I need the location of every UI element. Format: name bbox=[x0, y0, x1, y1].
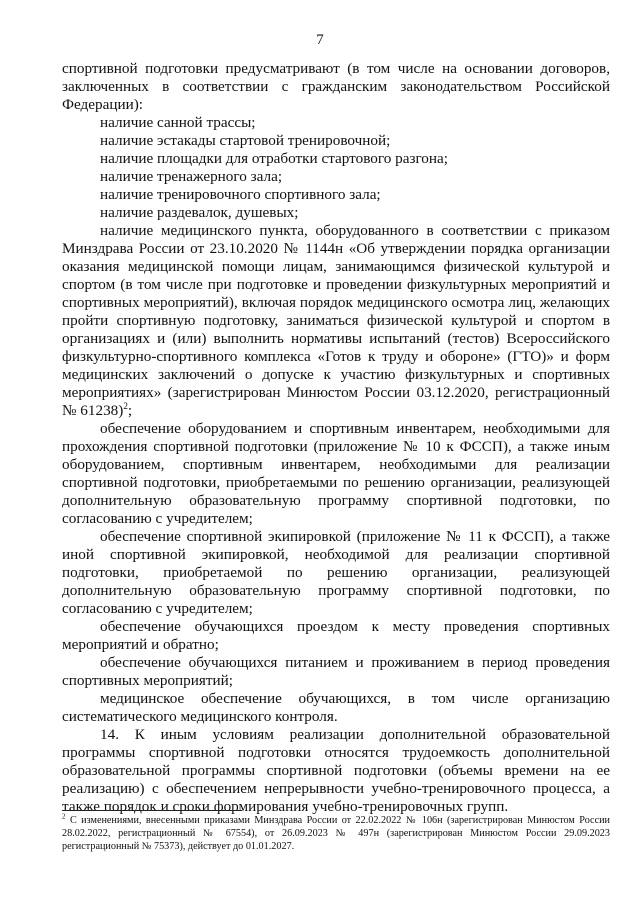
paragraph-medical-point-text: наличие медицинского пункта, оборудованного в соответствии с приказом Минздрава России от 23.10.2020 № 1144н «Об утверждении порядка организации оказания медицинской помощи лицам, занимающимся физической культурой и спортом (в том числе при подготовке и проведении физкультурных мероприятий и спортивных мероприятий), включая порядок медицинского осмотра лиц, желающих пройти спортивную подготовку, заниматься физической культурой и спортом в организациях и (или) выполнить нормативы испытаний (тестов) Всероссийского физкультурно-спортивного комплекса «Готов к труду и обороне» (ГТО)» и форм медицинских заключений о допуске к участию физкультурных и спортивных мероприятиях» (зарегистрирован Минюстом России 03.12.2020, регистрационный № 61238) bbox=[62, 222, 610, 419]
paragraph-section-14: 14. К иным условиям реализации дополнительной образовательной программы спортивной подготовки относятся трудоемкость дополнительной образовательной программы спортивной подготовки (объемы времени на ее реализацию) с обеспечением непрерывности учебно-тренировочного процесса, а также порядок и сроки формирования учебно-тренировочных групп. bbox=[62, 726, 610, 815]
footnote-reference[interactable]: 2 bbox=[123, 400, 128, 411]
paragraph-equipment: обеспечение оборудованием и спортивным инвентарем, необходимыми для прохождения спортивной подготовки (приложение № 10 к ФССП), а также иным оборудованием, спортивным инвентарем, необходимыми для реализации спортивной подготовки, приобретаемыми по решению организации, реализующей дополнительную образовательную программу спортивной подготовки, по согласованию с учредителем; bbox=[62, 420, 610, 527]
list-item-gym: наличие тренажерного зала; bbox=[100, 168, 283, 185]
list-item-start-area: наличие площадки для отработки стартового разгона; bbox=[100, 150, 448, 167]
paragraph-medical-point-end: ; bbox=[127, 402, 133, 419]
footnote-mark: 2 bbox=[62, 812, 66, 821]
paragraph-medical-support: медицинское обеспечение обучающихся, в том числе организацию систематического медицинского контроля. bbox=[62, 690, 610, 725]
list-item-locker-rooms: наличие раздевалок, душевых; bbox=[100, 204, 299, 221]
paragraph-sports-gear: обеспечение спортивной экипировкой (приложение № 11 к ФССП), а также иной спортивной экипировкой, необходимой для реализации спортивной подготовки, приобретаемой по решению организации, реализующей дополнительную образовательную программу спортивной подготовки, по согласованию с учредителем; bbox=[62, 528, 610, 617]
footnote-text: С изменениями, внесенными приказами Минздрава России от 22.02.2022 № 106н (зарегистрирован Минюстом России 28.02.2022, регистрационный № 67554), от 26.09.2023 № 497н (зарегистрирован Минюстом России 29.09.2023 регистрационный № 75373), действует до 01.01.2027. bbox=[62, 815, 611, 852]
page-number: 7 bbox=[316, 32, 324, 48]
list-item-start-ramp: наличие эстакады стартовой тренировочной; bbox=[100, 132, 391, 149]
footnote bbox=[62, 814, 610, 853]
list-item-sports-hall: наличие тренировочного спортивного зала; bbox=[100, 186, 381, 203]
footnote-separator bbox=[62, 810, 242, 811]
paragraph-food-lodging: обеспечение обучающихся питанием и проживанием в период проведения спортивных мероприятий; bbox=[62, 654, 610, 689]
document-body bbox=[62, 60, 610, 816]
paragraph-medical-point bbox=[62, 222, 610, 420]
paragraph-travel: обеспечение обучающихся проездом к месту проведения спортивных мероприятий и обратно; bbox=[62, 618, 610, 653]
paragraph-intro: спортивной подготовки предусматривают (в том числе на основании договоров, заключенных в соответствии с гражданским законодательством Российской Федерации): bbox=[62, 60, 610, 113]
list-item-sled-track: наличие санной трассы; bbox=[100, 114, 256, 131]
